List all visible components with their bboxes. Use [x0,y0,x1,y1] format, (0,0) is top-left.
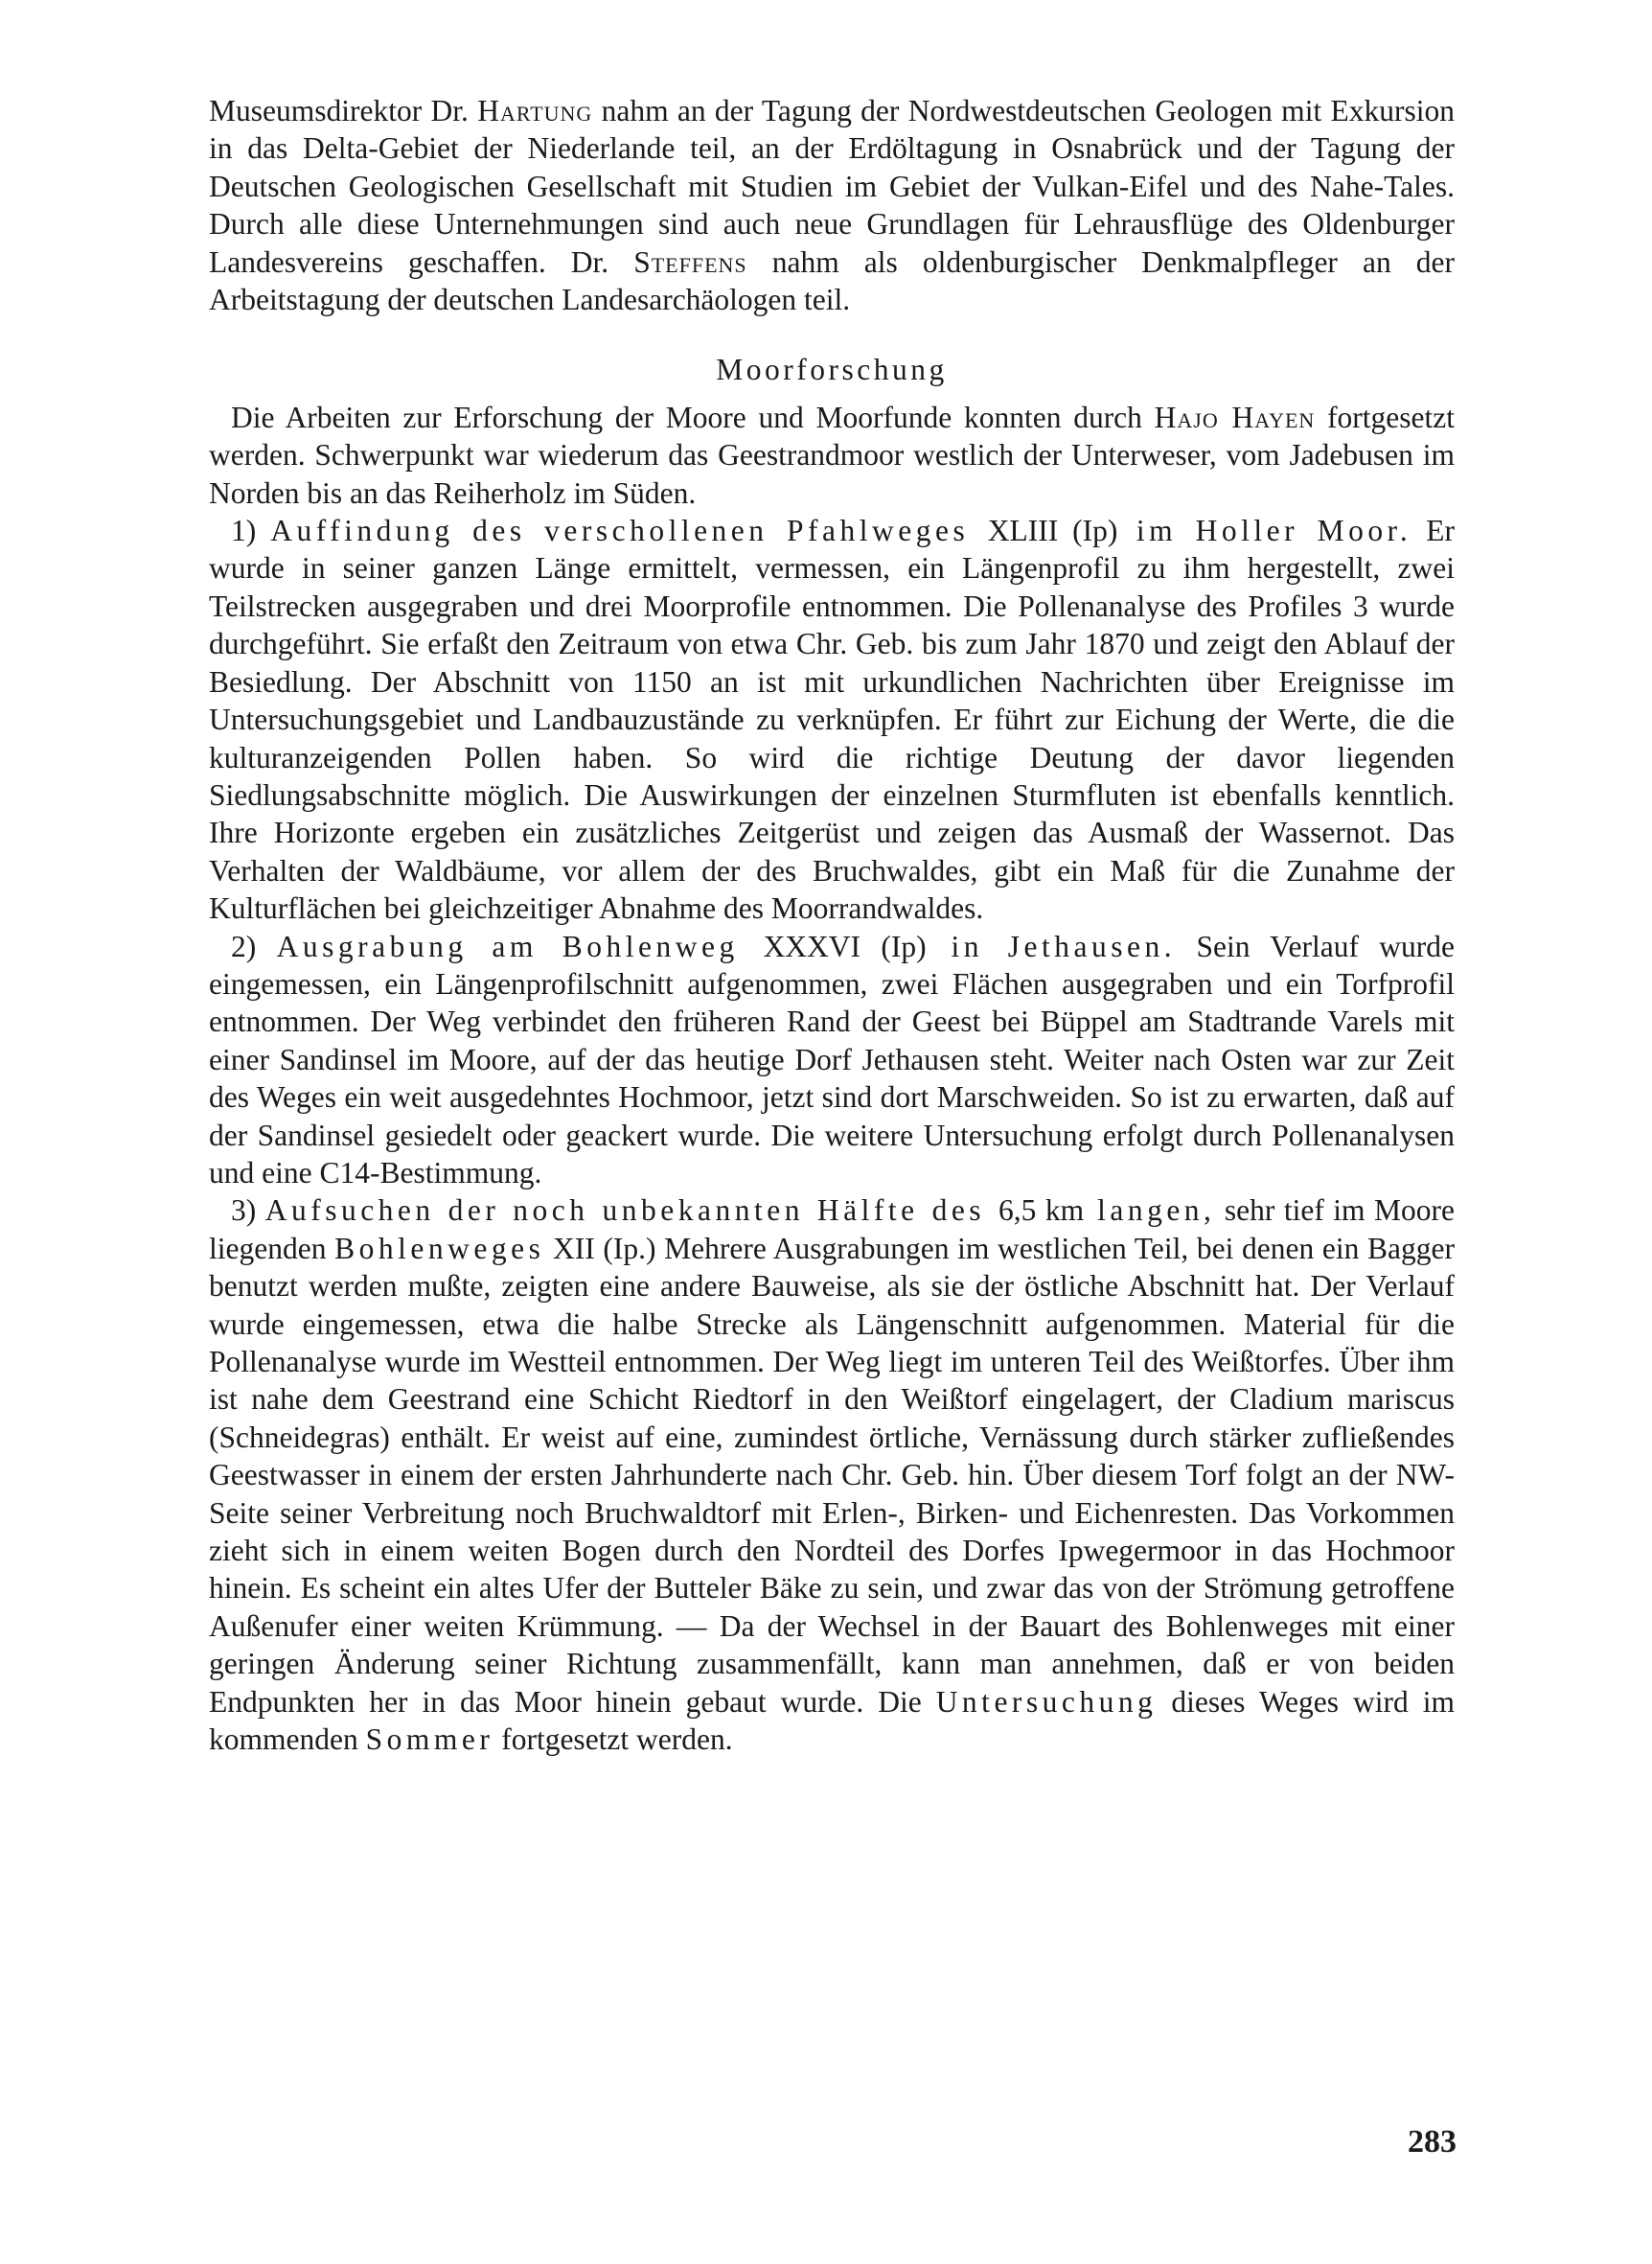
item-title: Bohlenweges [334,1231,545,1265]
item-title: in Jethausen. [926,929,1177,963]
item-body: fortgesetzt werden. [493,1722,733,1757]
item-title: Auffindung des verschollenen Pfahlweges [270,514,988,548]
item-body: Er wurde in seiner ganzen Länge ermittelt, vermessen, ein Längenprofil zu ihm hergestellt, zwei Teilstrecken ausgegraben und drei Moorprofile entnommen. Die Pollenanalyse des Profiles 3 wurde durchgeführt. Sie erfaßt den Zeitraum von etwa Chr. Geb. bis zum Jahr 1870 und zeigt den Ablauf der Besiedlung. Der Abschnitt von 1150 an ist mit urkundlichen Nachrichten über Ereignisse im Untersuchungsgebiet und Landbauzustände zu verknüpfen. Er führt zur Eichung der Werte, die die kulturanzeigenden Pollen haben. So wird die richtige Deutung der davor liegenden Siedlungsabschnitte möglich. Die Auswirkungen der einzelnen Sturmfluten ist ebenfalls kenntlich. Ihre Horizonte ergeben ein zusätzliches Zeitgerüst und zeigen das Ausmaß der Wassernot. Das Verhalten der Waldbäume, vor allem der des Bruchwaldes, gibt ein Maß für die Zunahme der Kulturflächen bei gleichzeitiger Abnahme des Moorrandwaldes. [209,514,1455,926]
lead-text: Die Arbeiten zur Erforschung der Moore und Moorfunde konnten durch [231,400,1155,434]
list-item-2 [209,928,1455,1192]
item-title-number: XII (Ip.) [544,1231,656,1265]
item-title-connector: sehr tief im Moore liegenden [209,1193,1455,1265]
person-name-steffens: Steffens [633,244,747,279]
lead-text: fortgesetzt werden. Schwerpunkt war wiederum das Geestrandmoor westlich der Unterweser, vom Jadebusen im Norden bis an das Reiherholz im Süden. [209,400,1456,510]
item-number: 3) [231,1193,265,1228]
item-title: Ausgrabung am Bohlenweg [276,929,764,963]
intro-paragraph [209,92,1455,318]
item-body: dieses Weges wird im kommenden [209,1684,1455,1757]
item-number: 2) [231,929,277,963]
intro-text: nahm als oldenburgischer Denkmalpfleger an der Arbeitstagung der deutschen Landesarchäologen teil. [209,244,1455,317]
intro-text: nahm an der Tagung der Nordwestdeutschen Geologen mit Exkursion in das Delta-Gebiet der Niederlande teil, an der Erdöltagung in Osnabrück und der Tagung der Deutschen Geologischen Gesellschaft mit Studien im Gebiet der Vulkan-Eifel und des Nahe-Tales. Durch alle diese Unternehmungen sind auch neue Grundlagen für Lehrausflüge des Oldenburger Landesvereins geschaffen. Dr. [209,94,1455,279]
item-title: langen, [1084,1193,1216,1228]
item-title: im Holler Moor. [1117,514,1412,548]
item-number: 1) [231,514,271,548]
page-number: 283 [1408,2124,1457,2160]
list-item-1 [209,512,1455,927]
item-title-number: XLIII (Ip) [987,514,1118,548]
person-name-hartung: Hartung [477,94,593,127]
list-item-3 [209,1191,1455,1758]
intro-text: Museumsdirektor Dr. [209,94,478,127]
item-title-number: 6,5 km [998,1193,1085,1228]
emphasized-word: Untersuchung [935,1684,1158,1719]
emphasized-word: Sommer [365,1722,494,1757]
item-title-number: XXXVI (Ip) [763,929,927,963]
item-title: Aufsuchen der noch unbekannten Hälfte des [264,1193,999,1228]
person-name-hajo-hayen: Hajo Hayen [1154,400,1316,434]
section-lead-paragraph [209,399,1455,512]
item-body: Sein Verlauf wurde eingemessen, ein Längenprofilschnitt aufgenommen, zwei Flächen ausgegraben und ein Torfprofil entnommen. Der Weg verbindet den früheren Rand der Geest bei Büppel am Stadtrande Varels mit einer Sandinsel im Moore, auf der das heutige Dorf Jethausen steht. Weiter nach Osten war zur Zeit des Weges ein weit ausgedehntes Hochmoor, jetzt sind dort Marschweiden. So ist zu erwarten, daß auf der Sandinsel gesiedelt oder geackert wurde. Die weitere Untersuchung erfolgt durch Pollenanalysen und eine C14-Bestimmung. [209,929,1456,1190]
item-body: Mehrere Ausgrabungen im westlichen Teil, bei denen ein Bagger benutzt werden mußte, zeigten eine andere Bauweise, als sie der östliche Abschnitt hat. Der Verlauf wurde eingemessen, etwa die halbe Strecke als Längenschnitt aufgenommen. Material für die Pollenanalyse wurde im Westteil entnommen. Der Weg liegt im unteren Teil des Weißtorfes. Über ihm ist nahe dem Geestrand eine Schicht Riedtorf in den Weißtorf eingelagert, der Cladium mariscus (Schneidegras) enthält. Er weist auf eine, zumindest örtliche, Vernässung durch stärker zufließendes Geestwasser in einem der ersten Jahrhunderte nach Chr. Geb. hin. Über diesem Torf folgt an der NW-Seite seiner Verbreitung noch Bruchwaldtorf mit Erlen-, Birken- und Eichenresten. Das Vorkommen zieht sich in einem weiten Bogen durch den Nordteil des Dorfes Ipwegermoor in das Hochmoor hinein. Es scheint ein altes Ufer der Butteler Bäke zu sein, und zwar das von der Strömung getroffene Außenufer einer weiten Krümmung. — Da der Wechsel in der Bauart des Bohlenweges mit einer geringen Änderung seiner Richtung zusammenfällt, kann man annehmen, daß er von beiden Endpunkten her in das Moor hinein gebaut wurde. Die [209,1231,1455,1719]
body-text [209,92,1455,1758]
section-heading: Moorforschung [716,353,948,387]
